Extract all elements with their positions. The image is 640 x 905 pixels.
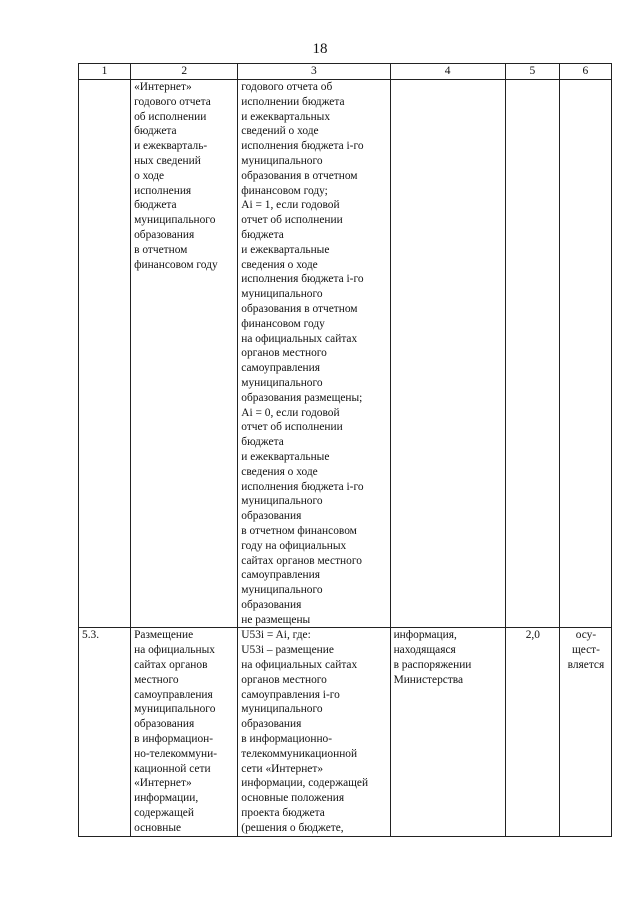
cell-number — [79, 80, 131, 628]
cell-source — [390, 80, 505, 628]
column-header-4: 4 — [390, 64, 505, 80]
cell-status — [559, 80, 611, 628]
cell-number: 5.3. — [79, 628, 131, 837]
column-header-5: 5 — [505, 64, 559, 80]
indicator-table — [78, 63, 612, 837]
cell-indicator-name: «Интернет» годового отчета об исполнении бюджета и ежекварталь- ных сведений о ходе исполнения бюджета муниципального образования в отчетном финансовом году — [131, 80, 238, 628]
column-header-6: 6 — [559, 64, 611, 80]
column-header-3: 3 — [238, 64, 390, 80]
table-row-5-3 — [79, 628, 612, 837]
cell-formula: U53i = Ai, где: U53i – размещение на официальных сайтах органов местного самоуправления i-го муниципального образования в информационно- телекоммуникационной сети «Интернет» информации, содержащей основные положения проекта бюджета (решения о бюджете, — [238, 628, 390, 837]
cell-source: информация, находящаяся в распоряжении Министерства — [390, 628, 505, 837]
cell-formula: годового отчета об исполнении бюджета и ежеквартальных сведений о ходе исполнения бюджета i-го муниципального образования в отчетном финансовом году; Ai = 1, если годовой отчет об исполнении бюджета и ежеквартальные сведения о ходе исполнения бюджета i-го муниципального образования в отчетном финансовом году на официальных сайтах органов местного самоуправления муниципального образования размещены; Ai = 0, если годовой отчет об исполнении бюджета и ежеквартальные сведения о ходе исполнения бюджета i-го муниципального образования в отчетном финансовом году на официальных сайтах органов местного самоуправления муниципального образования не размещены — [238, 80, 390, 628]
column-header-2: 2 — [131, 64, 238, 80]
cell-status: осу- щест- вляется — [559, 628, 611, 837]
cell-weight — [505, 80, 559, 628]
cell-indicator-name: Размещение на официальных сайтах органов местного самоуправления муниципального образования в информацион- но-телекоммуни- кационной сети «Интернет» информации, содержащей основные — [131, 628, 238, 837]
table-header-row — [79, 64, 612, 80]
cell-weight: 2,0 — [505, 628, 559, 837]
column-header-1: 1 — [79, 64, 131, 80]
page-number: 18 — [312, 41, 328, 57]
table-row-continuation — [79, 80, 612, 628]
